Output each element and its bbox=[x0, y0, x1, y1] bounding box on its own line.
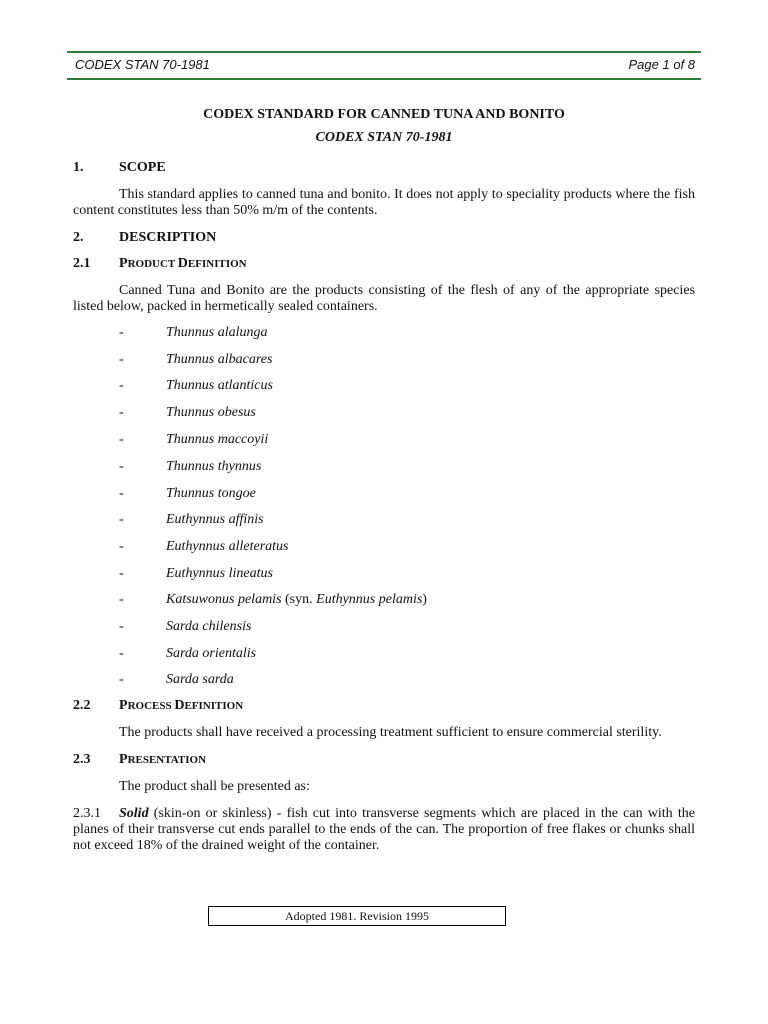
list-bullet: - bbox=[119, 405, 124, 420]
list-bullet: - bbox=[119, 325, 124, 340]
subsection-2-2-number: 2.2 bbox=[73, 698, 91, 713]
list-bullet: - bbox=[119, 378, 124, 393]
species-item: Thunnus albacares bbox=[166, 352, 273, 367]
list-bullet: - bbox=[119, 539, 124, 554]
clause-2-3-1-term: Solid bbox=[119, 806, 149, 821]
species-item: Thunnus thynnus bbox=[166, 459, 262, 474]
subsection-2-1-text: Canned Tuna and Bonito are the products consisting of the flesh of any of the appropriate species listed below, packed in hermetically sealed containers. bbox=[73, 283, 695, 314]
section-2-title: DESCRIPTION bbox=[119, 230, 217, 245]
section-1-title: SCOPE bbox=[119, 160, 166, 175]
subsection-2-2-title: PROCESS DEFINITION bbox=[119, 698, 244, 713]
header-bottom-rule bbox=[67, 78, 701, 80]
header-page-number: Page 1 of 8 bbox=[628, 57, 695, 72]
clause-2-3-1-text: (skin-on or skinless) - fish cut into transverse segments which are placed in the can with the planes of their transverse cut ends parallel to the ends of the can. The proportion of free flakes or chunks shall not exceed 18% of the drained weight of the container. bbox=[73, 806, 695, 853]
clause-2-3-1-number: 2.3.1 bbox=[73, 806, 101, 821]
species-item: Sarda chilensis bbox=[166, 619, 252, 634]
list-bullet: - bbox=[119, 512, 124, 527]
document-subtitle: CODEX STAN 70-1981 bbox=[315, 130, 453, 145]
clause-2-3-1 bbox=[73, 806, 695, 854]
subsection-2-3-text: The product shall be presented as: bbox=[119, 779, 310, 794]
subsection-2-3-number: 2.3 bbox=[73, 752, 91, 767]
section-1-number: 1. bbox=[73, 160, 84, 175]
subsection-2-3-title: PRESENTATION bbox=[119, 752, 207, 767]
species-item: Katsuwonus pelamis (syn. Euthynnus pelamis) bbox=[166, 592, 427, 607]
species-item: Thunnus atlanticus bbox=[166, 378, 273, 393]
subsection-2-1-number: 2.1 bbox=[73, 256, 91, 271]
list-bullet: - bbox=[119, 566, 124, 581]
species-item: Sarda sarda bbox=[166, 672, 234, 687]
species-item: Euthynnus lineatus bbox=[166, 566, 273, 581]
species-item: Thunnus tongoe bbox=[166, 486, 256, 501]
species-item: Thunnus obesus bbox=[166, 405, 256, 420]
species-item: Euthynnus alleteratus bbox=[166, 539, 289, 554]
section-2-number: 2. bbox=[73, 230, 84, 245]
list-bullet: - bbox=[119, 619, 124, 634]
adoption-note: Adopted 1981. Revision 1995 bbox=[208, 906, 506, 926]
species-item: Thunnus alalunga bbox=[166, 325, 268, 340]
species-item: Euthynnus affinis bbox=[166, 512, 264, 527]
document-title: CODEX STANDARD FOR CANNED TUNA AND BONITO bbox=[203, 107, 565, 122]
species-item: Thunnus maccoyii bbox=[166, 432, 269, 447]
header-top-rule bbox=[67, 51, 701, 53]
species-item: Sarda orientalis bbox=[166, 646, 257, 661]
list-bullet: - bbox=[119, 432, 124, 447]
list-bullet: - bbox=[119, 672, 124, 687]
list-bullet: - bbox=[119, 459, 124, 474]
subsection-2-1-title: PRODUCT DEFINITION bbox=[119, 256, 247, 271]
list-bullet: - bbox=[119, 352, 124, 367]
list-bullet: - bbox=[119, 486, 124, 501]
list-bullet: - bbox=[119, 592, 124, 607]
header-doc-code: CODEX STAN 70-1981 bbox=[75, 57, 210, 72]
list-bullet: - bbox=[119, 646, 124, 661]
section-1-text: This standard applies to canned tuna and bonito. It does not apply to speciality products where the fish content constitutes less than 50% m/m of the contents. bbox=[73, 187, 695, 218]
subsection-2-2-text: The products shall have received a processing treatment sufficient to ensure commercial sterility. bbox=[119, 725, 662, 740]
